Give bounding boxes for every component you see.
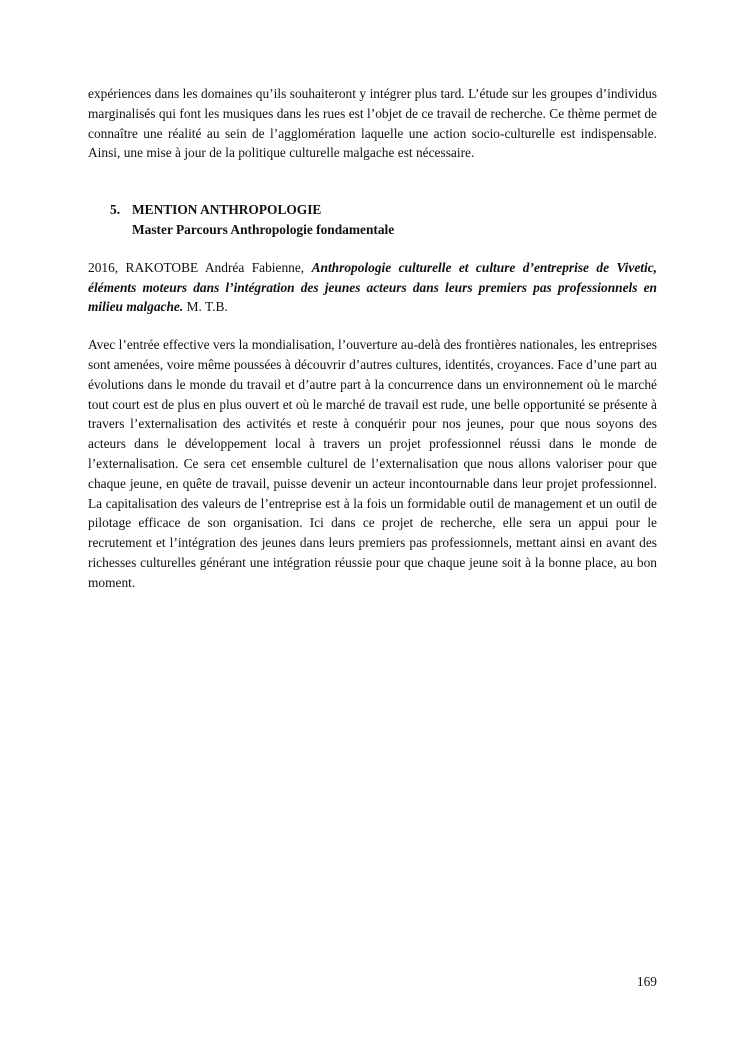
abstract-paragraph: Avec l’entrée effective vers la mondialisation, l’ouverture au-delà des frontières nationales, les entreprises sont amenées, voire même poussées à découvrir d’autres cultures, identités, croyances. Face d’une part au évolutions dans le monde du travail et d’autre part à la concurrence dans un environnement où le marché tout court est de plus en plus ouvert et où le marché de travail est rude, une belle opportunité se présente à travers l’externalisation des activités et reste à conquérir pour nos jeunes, pour que nous soyons des acteurs dans le développement local à travers un projet professionnel réussi dans le monde de l’externalisation. Ce sera cet ensemble culturel de l’externalisation que nous allons valoriser pour que chaque jeune, en quête de travail, puisse devenir un acteur incontournable dans leur projet professionnel. La capitalisation des valeurs de l’entreprise est à la fois un formidable outil de management et un outil de pilotage efficace de son organisation. Ici dans ce projet de recherche, elle sera un appui pour le recrutement et l’intégration des jeunes dans leurs premiers pas professionnels, mettant ainsi en avant des richesses culturelles générant une intégration réussie pour que chaque jeune soit à la bonne place, au bon moment. [88, 337, 657, 590]
entry-title: Anthropologie culturelle et culture d’entreprise de Vivetic, éléments moteurs dans l’intégration des jeunes acteurs dans leurs premiers pas professionnels en milieu malgache [88, 259, 657, 315]
page-content [88, 84, 657, 593]
bibliographic-entry [88, 258, 657, 317]
intro-paragraph: expériences dans les domaines qu’ils souhaiteront y intégrer plus tard. L’étude sur les groupes d’individus marginalisés qui font les musiques dans les rues est l’objet de ce travail de recherche. Ce thème permet de connaître une réalité au sein de l’agglomération laquelle une action socio-culturelle est indispensable. Ainsi, une mise à jour de la politique culturelle malgache est nécessaire. [88, 86, 657, 161]
section-heading-block [110, 200, 657, 240]
entry-title-end: . [179, 299, 184, 315]
page-number: 169 [636, 974, 657, 989]
entry-year-author: 2016, RAKOTOBE Andréa Fabienne, [88, 259, 312, 275]
section-heading: MENTION ANTHROPOLOGIE [132, 202, 322, 218]
section-subheading: Master Parcours Anthropologie fondamentale [132, 221, 395, 237]
entry-degree: M. T.B. [183, 299, 228, 315]
section-number: 5. [110, 202, 121, 218]
